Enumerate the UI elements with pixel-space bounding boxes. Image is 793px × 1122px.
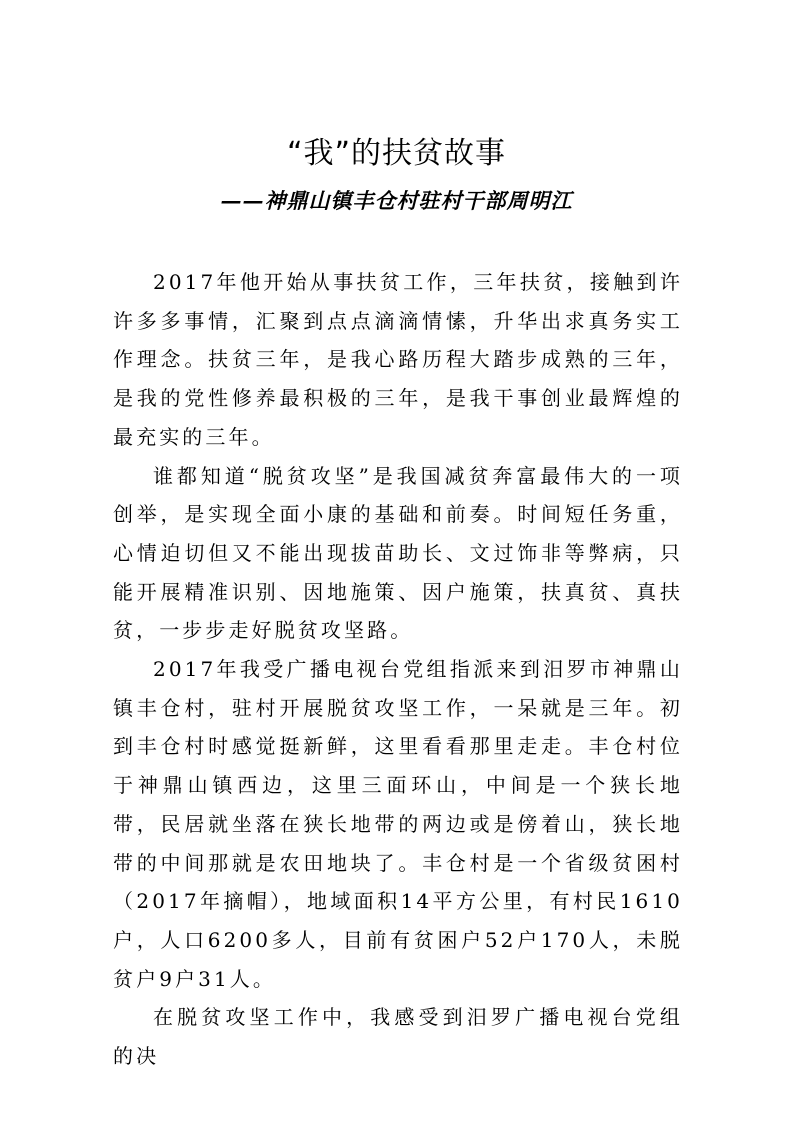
paragraph: 在脱贫攻坚工作中，我感受到汨罗广播电视台党组的决 <box>113 1005 683 1069</box>
paragraph: 谁都知道“脱贫攻坚”是我国减贫奔富最伟大的一项创举，是实现全面小康的基础和前奏。时间短任务重，心情迫切但又不能出现拔苗助长、文过饰非等弊病，只能开展精准识别、因地施策、因户施策，扶真贫、真扶贫，一步步走好脱贫攻坚路。 <box>113 463 683 643</box>
document-body <box>113 263 683 1076</box>
paragraph: 2017年我受广播电视台党组指派来到汨罗市神鼎山镇丰仓村，驻村开展脱贫攻坚工作，一呆就是三年。初到丰仓村时感觉挺新鲜，这里看看那里走走。丰仓村位于神鼎山镇西边，这里三面环山，中间是一个狭长地带，民居就坐落在狭长地带的两边或是傍着山，狭长地带的中间那就是农田地块了。丰仓村是一个省级贫困村（2017年摘帽），地域面积14平方公里，有村民1610户，人口6200多人，目前有贫困户52户170人，未脱贫户9户31人。 <box>113 657 683 991</box>
paragraph: 2017年他开始从事扶贫工作，三年扶贫，接触到许许多多事情，汇聚到点点滴滴情愫，升华出求真务实工作理念。扶贫三年，是我心路历程大踏步成熟的三年，是我的党性修养最积极的三年，是我干事创业最辉煌的最充实的三年。 <box>113 270 683 449</box>
document-title: “我”的扶贫故事 <box>286 136 507 171</box>
document-subtitle: ——神鼎山镇丰仓村驻村干部周明江 <box>220 188 573 213</box>
